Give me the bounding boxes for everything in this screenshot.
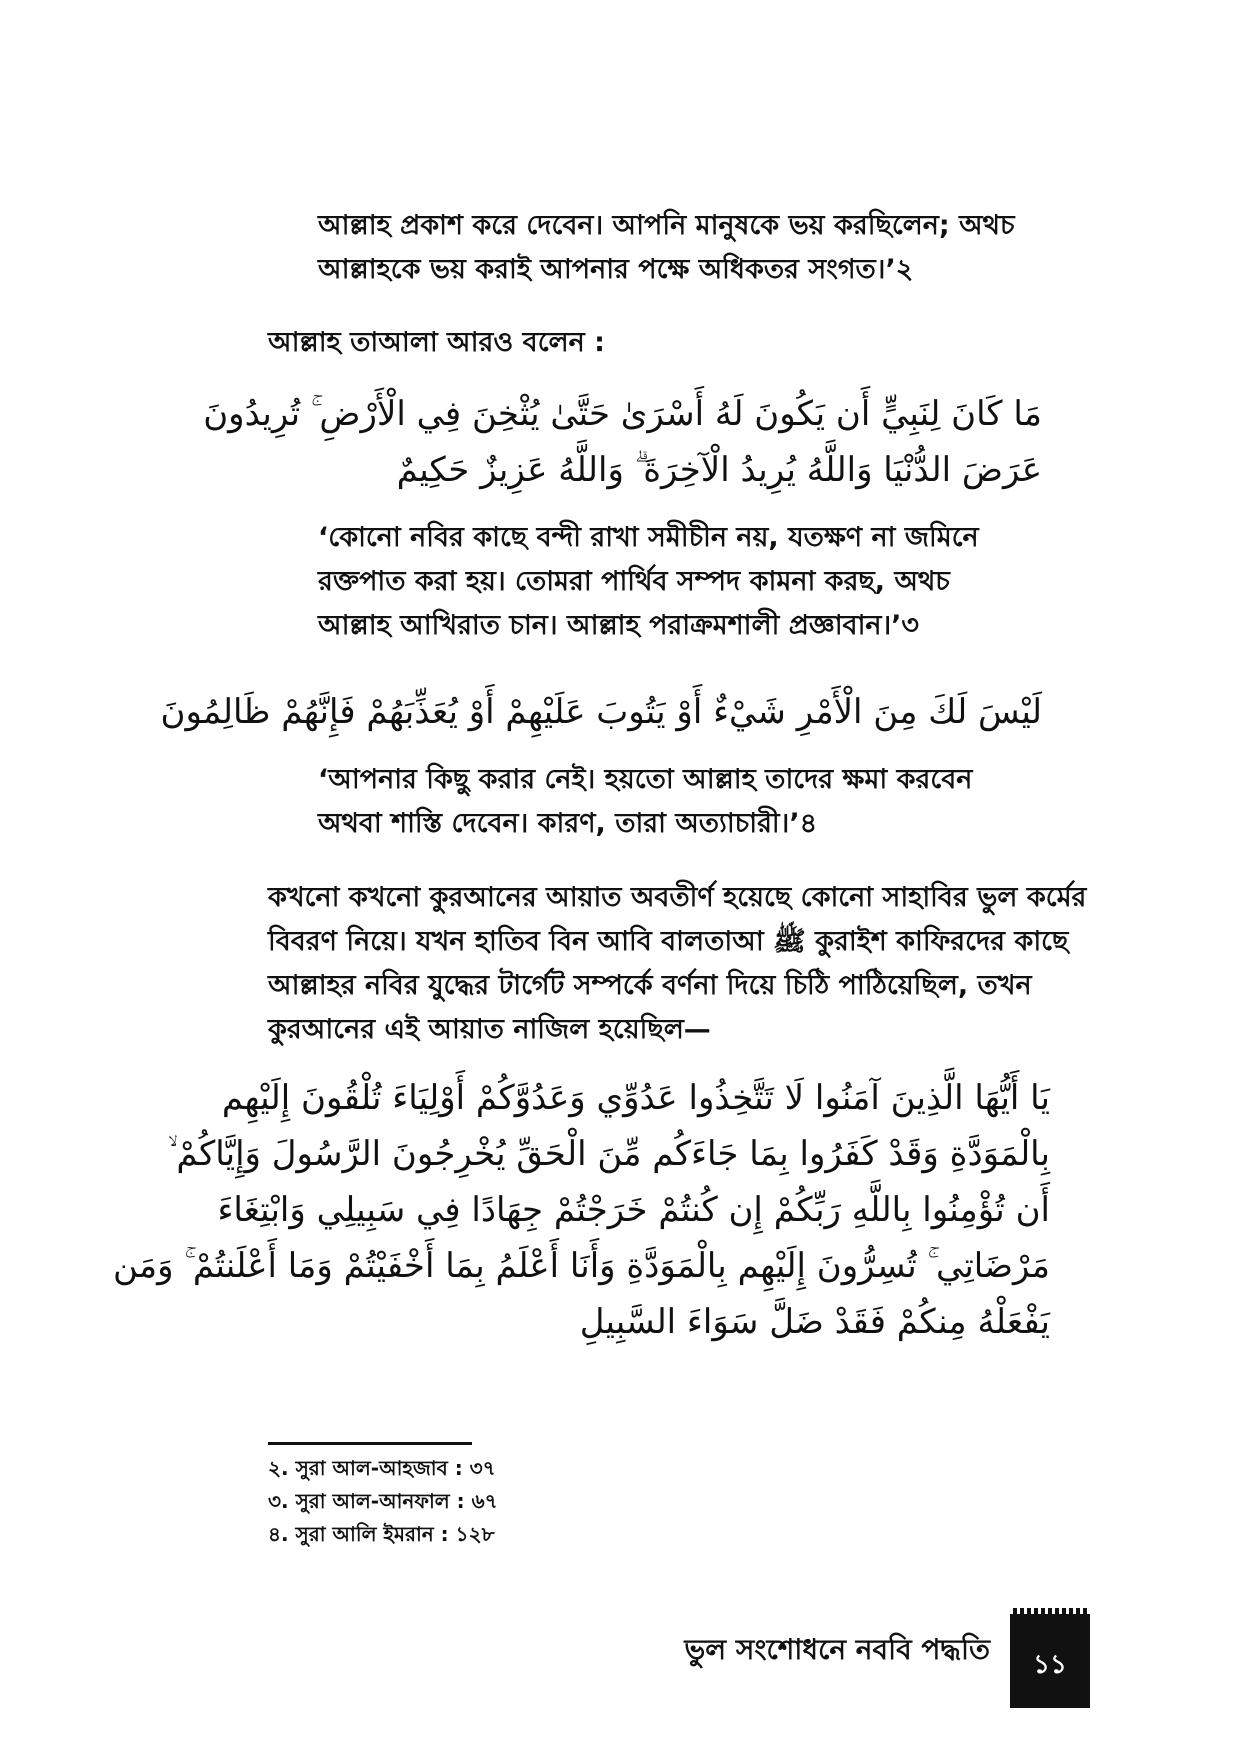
- paragraph-line: বিবরণ নিয়ে। যখন হাতিব বিন আবি বালতাআ ﷺ কুরাইশ কাফিরদের কাছে: [268, 926, 1069, 957]
- arabic-verse-line: مَا كَانَ لِنَبِيٍّ أَن يَكُونَ لَهُ أَسْرَىٰ حَتَّىٰ يُثْخِنَ فِي الْأَرْضِ ۚ تُرِيدُونَ: [203, 394, 1042, 434]
- translation-line: ‘আপনার কিছু করার নেই। হয়তো আল্লাহ তাদের ক্ষমা করবেন: [318, 764, 973, 795]
- arabic-verse-1: [203, 386, 1042, 498]
- page-number: ১১: [1033, 1650, 1067, 1680]
- footnote-item: ২. সুরা আল-আহজাব : ৩৭: [268, 1456, 496, 1480]
- translation-line: আল্লাহ আখিরাত চান। আল্লাহ পরাক্রমশালী প্রজ্ঞাবান।’৩: [318, 610, 919, 641]
- arabic-verse-2: [160, 684, 1042, 740]
- page-number-tab: [1010, 1608, 1090, 1708]
- arabic-verse-line: لَيْسَ لَكَ مِنَ الْأَمْرِ شَيْءٌ أَوْ يَتُوبَ عَلَيْهِمْ أَوْ يُعَذِّبَهُمْ فَإِنَّهُمْ ظَالِمُونَ: [160, 692, 1042, 732]
- body-paragraph: [268, 876, 1088, 1052]
- footnote-item: ৩. সুরা আল-আনফাল : ৬৭: [268, 1489, 498, 1513]
- arabic-verse-line: مَرْضَاتِي ۚ تُسِرُّونَ إِلَيْهِم بِالْمَوَدَّةِ وَأَنَا أَعْلَمُ بِمَا أَخْفَيْتُمْ وَمَا أَعْلَنتُمْ ۚ وَمَن: [113, 1246, 1050, 1286]
- paragraph-line: কুরআনের এই আয়াত নাজিল হয়েছিল—: [268, 1014, 711, 1045]
- arabic-verse-line: عَرَضَ الدُّنْيَا وَاللَّهُ يُرِيدُ الْآخِرَةَ ۗ وَاللَّهُ عَزِيزٌ حَكِيمٌ: [396, 450, 1042, 490]
- footnote-item: ৪. সুরা আলি ইমরান : ১২৮: [268, 1522, 495, 1546]
- continued-quote-line: আল্লাহকে ভয় করাই আপনার পক্ষে অধিকতর সংগত।’২: [318, 254, 914, 285]
- tab-perforation: [1010, 1608, 1090, 1614]
- translation-2: [318, 758, 1042, 846]
- intro-line: আল্লাহ তাআলা আরও বলেন :: [268, 327, 605, 358]
- translation-1: [318, 516, 1042, 648]
- arabic-verse-line: يَا أَيُّهَا الَّذِينَ آمَنُوا لَا تَتَّخِذُوا عَدُوِّي وَعَدُوَّكُمْ أَوْلِيَاءَ تُلْقُونَ إِلَيْهِم: [221, 1078, 1050, 1118]
- footnote-divider: [268, 1442, 472, 1445]
- arabic-verse-line: أَن تُؤْمِنُوا بِاللَّهِ رَبِّكُمْ إِن كُنتُمْ خَرَجْتُمْ جِهَادًا فِي سَبِيلِي وَابْتِغَاءَ: [217, 1190, 1050, 1230]
- continued-quote: [318, 204, 1078, 292]
- translation-line: ‘কোনো নবির কাছে বন্দী রাখা সমীচীন নয়, যতক্ষণ না জমিনে: [318, 522, 979, 553]
- arabic-verse-line: يَفْعَلْهُ مِنكُمْ فَقَدْ ضَلَّ سَوَاءَ السَّبِيلِ: [579, 1302, 1050, 1342]
- translation-line: রক্তপাত করা হয়। তোমরা পার্থিব সম্পদ কামনা করছ, অথচ: [318, 566, 950, 597]
- paragraph-line: কখনো কখনো কুরআনের আয়াত অবতীর্ণ হয়েছে কোনো সাহাবির ভুল কর্মের: [268, 882, 1087, 913]
- paragraph-line: আল্লাহর নবির যুদ্ধের টার্গেট সম্পর্কে বর্ণনা দিয়ে চিঠি পাঠিয়েছিল, তখন: [268, 970, 1032, 1001]
- arabic-verse-line: بِالْمَوَدَّةِ وَقَدْ كَفَرُوا بِمَا جَاءَكُم مِّنَ الْحَقِّ يُخْرِجُونَ الرَّسُولَ وَإِيَّاكُمْ ۙ: [167, 1134, 1050, 1174]
- arabic-verse-3: [113, 1070, 1050, 1350]
- running-footer-title: ভুল সংশোধনে নববি পদ্ধতি: [684, 1633, 990, 1666]
- translation-line: অথবা শাস্তি দেবেন। কারণ, তারা অত্যাচারী।’৪: [318, 808, 818, 839]
- continued-quote-line: আল্লাহ প্রকাশ করে দেবেন। আপনি মানুষকে ভয় করছিলেন; অথচ: [318, 210, 1015, 241]
- footnotes: [268, 1452, 498, 1551]
